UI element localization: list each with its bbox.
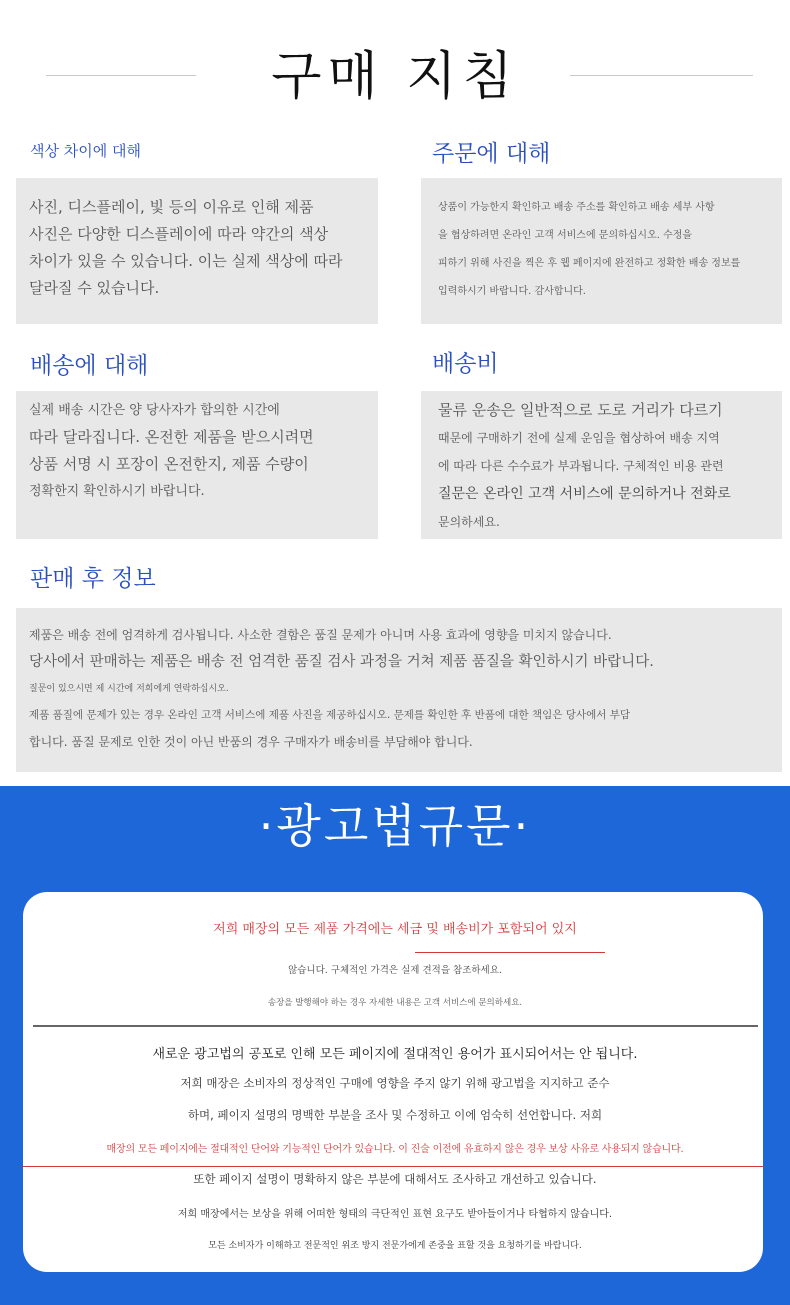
ad-law-line-9: 저희 매장에서는 보상을 위해 어떠한 형태의 극단적인 표현 요구도 받아들이거나 타협하지 않습니다. <box>177 1209 613 1220</box>
box-order <box>421 178 782 324</box>
heading-color-diff: 색상 차이에 대해 <box>30 142 141 160</box>
color-diff-line: 사진은 다양한 디스플레이에 따라 약간의 색상 <box>29 225 329 243</box>
shipping-line: 정확한지 확인하시기 바랍니다. <box>29 484 205 499</box>
shipping-fee-line: 질문은 온라인 고객 서비스에 문의하거나 전화로 <box>438 486 731 502</box>
ad-law-line-2: 않습니다. 구체적인 가격은 실제 견적을 참조하세요. <box>288 965 502 976</box>
ad-law-line-8: 또한 페이지 설명이 명확하지 않은 부분에 대해서도 조사하고 개선하고 있습니다. <box>193 1172 597 1186</box>
ad-law-line-4: 새로운 광고법의 공포로 인해 모든 페이지에 절대적인 용어가 표시되어서는 안 됩니다. <box>152 1047 638 1062</box>
shipping-line: 실제 배송 시간은 양 당사자가 합의한 시간에 <box>29 403 280 418</box>
color-diff-line: 차이가 있을 수 있습니다. 이는 실제 색상에 따라 <box>29 252 343 270</box>
box-color-diff <box>16 178 378 324</box>
after-sale-line: 제품 품질에 문제가 있는 경우 온라인 고객 서비스에 제품 사진을 제공하십시오. 문제를 확인한 후 반품에 대한 책임은 당사에서 부담 <box>29 709 630 721</box>
after-sale-line: 제품은 배송 전에 엄격하게 검사됩니다. 사소한 결함은 품질 문제가 아니며 사용 효과에 영향을 미치지 않습니다. <box>29 628 612 642</box>
page-title: 구매 지침 <box>271 47 519 107</box>
heading-order: 주문에 대해 <box>432 141 551 167</box>
red-underline-2 <box>23 1166 763 1167</box>
color-diff-line: 달라질 수 있습니다. <box>29 279 160 297</box>
shipping-fee-line: 문의하세요. <box>438 515 500 529</box>
shipping-fee-line: 에 따라 다른 수수료가 부과됩니다. 구체적인 비용 관련 <box>438 459 724 473</box>
box-shipping-fee <box>421 391 782 539</box>
shipping-line: 상품 서명 시 포장이 온전한지, 제품 수량이 <box>29 455 309 473</box>
heading-after-sale: 판매 후 정보 <box>30 566 156 592</box>
after-sale-line: 당사에서 판매하는 제품은 배송 전 엄격한 품질 검사 과정을 거쳐 제품 품질을 확인하시기 바랍니다. <box>29 654 654 670</box>
order-line: 입력하시기 바랍니다. 감사합니다. <box>438 286 586 297</box>
ad-law-line-10: 모든 소비자가 이해하고 전문적인 위조 방지 전문가에게 존중을 표할 것을 요청하기를 바랍니다. <box>208 1241 582 1251</box>
box-after-sale <box>16 608 782 772</box>
heading-shipping: 배송에 대해 <box>30 353 149 379</box>
ad-law-line-5: 저희 매장은 소비자의 정상적인 구매에 영향을 주지 않기 위해 광고법을 지지하고 준수 <box>180 1076 610 1090</box>
box-shipping <box>16 391 378 539</box>
ad-law-title: ·광고법규문· <box>258 799 532 853</box>
order-line: 을 협상하려면 온라인 고객 서비스에 문의하십시오. 수정을 <box>438 230 693 241</box>
shipping-fee-line: 물류 운송은 일반적으로 도로 거리가 다르기 <box>438 401 723 419</box>
ad-law-line-3: 송장을 발행해야 하는 경우 자세한 내용은 고객 서비스에 문의하세요. <box>267 998 523 1008</box>
ad-law-line-7: 매장의 모든 페이지에는 절대적인 단어와 기능적인 단어가 있습니다. 이 진술 이전에 유효하지 않은 경우 보상 사유로 사용되지 않습니다. <box>106 1144 684 1155</box>
after-sale-line: 합니다. 품질 문제로 인한 것이 아닌 반품의 경우 구매자가 배송비를 부담해야 합니다. <box>29 735 473 749</box>
shipping-line: 따라 달라집니다. 온전한 제품을 받으시려면 <box>29 428 314 446</box>
red-underline-1 <box>415 952 605 953</box>
shipping-fee-line: 때문에 구매하기 전에 실제 운임을 협상하여 배송 지역 <box>438 431 720 445</box>
ad-law-line-6: 하며, 페이지 설명의 명백한 부분을 조사 및 수정하고 이에 엄숙히 선언합니다. 저희 <box>187 1108 603 1122</box>
order-line: 피하기 위해 사진을 찍은 후 웹 페이지에 완전하고 정확한 배송 정보를 <box>438 258 741 269</box>
color-diff-line: 사진, 디스플레이, 빛 등의 이유로 인해 제품 <box>29 198 314 216</box>
order-line: 상품이 가능한지 확인하고 배송 주소를 확인하고 배송 세부 사항 <box>438 202 715 213</box>
heading-shipping-fee: 배송비 <box>432 351 499 377</box>
after-sale-line: 질문이 있으시면 제 시간에 저희에게 연락하십시오. <box>29 684 229 694</box>
card-divider <box>33 1025 758 1027</box>
ad-law-line-1: 저희 매장의 모든 제품 가격에는 세금 및 배송비가 포함되어 있지 <box>213 922 577 937</box>
